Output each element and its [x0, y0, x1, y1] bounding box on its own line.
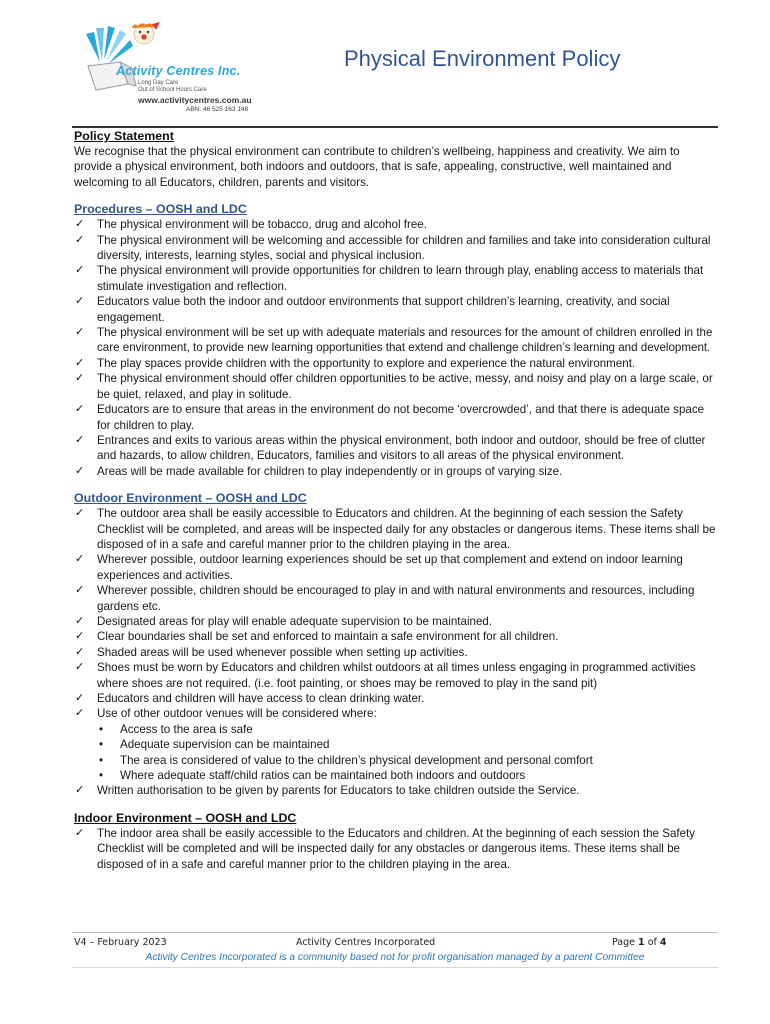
document-title: Physical Environment Policy — [344, 46, 621, 71]
outdoor-heading: Outdoor Environment – OOSH and LDC — [74, 491, 307, 506]
check-icon: ✓ — [75, 826, 85, 839]
sub-list-item — [97, 722, 720, 737]
list-item-text: The physical environment will be set up with adequate materials and resources for the amount of children enrolled in the care environment, to provide new learning opportunities that extend and challenge children’s learning and development. — [97, 326, 713, 355]
check-icon: ✓ — [75, 233, 85, 246]
check-icon: ✓ — [75, 784, 85, 797]
check-icon: ✓ — [75, 464, 85, 477]
list-item-text: Areas will be made available for children to play independently or in groups of varying size. — [97, 464, 563, 478]
list-item-text: Designated areas for play will enable adequate supervision to be maintained. — [97, 614, 493, 628]
check-icon: ✓ — [75, 661, 85, 674]
list-item-text: Shaded areas will be used whenever possible when setting up activities. — [97, 645, 468, 659]
list-item — [74, 645, 720, 660]
footer-version: V4 – February 2023 — [74, 937, 167, 948]
sub-list-item-text: Where adequate staff/child ratios can be maintained both indoors and outdoors — [120, 769, 526, 783]
logo-sub-line-2: Out of School Hours Care — [138, 86, 207, 93]
list-item — [74, 371, 720, 402]
check-icon: ✓ — [75, 356, 85, 369]
outdoor-venue-sublist — [97, 722, 720, 784]
list-item-text: Educators are to ensure that areas in the environment do not become ‘overcrowded’, and that there is adequate space for children to play. — [97, 403, 705, 432]
check-icon: ✓ — [75, 264, 85, 277]
company-logo — [80, 22, 270, 114]
list-item-text: The outdoor area shall be easily accessible to Educators and children. At the beginning of each session the Safety Checklist will be completed, and areas will be inspected daily for any obstacles or dangerous items. These items shall be disposed of in a safe and careful manner prior to the children playing in the area. — [97, 507, 716, 551]
list-item — [74, 706, 720, 783]
list-item — [74, 217, 720, 232]
logo-sub-line-1: Long Day Care — [138, 80, 179, 86]
list-item — [74, 464, 720, 479]
list-item-text: Wherever possible, outdoor learning experiences should be set up that complement and extend on indoor learning experiences and activities. — [97, 553, 683, 582]
page-current: 1 — [638, 937, 645, 948]
list-item — [74, 433, 720, 464]
list-item — [74, 660, 720, 691]
check-icon: ✓ — [75, 403, 85, 416]
list-item-text: The physical environment should offer children opportunities to be active, messy, and noisy and play on a large scale, or be quiet, relaxed, and play in solitude. — [97, 372, 713, 401]
list-item-text: The indoor area shall be easily accessible to the Educators and children. At the beginning of each session the Safety Checklist will be completed and will be inspected daily for any obstacles or dangerous items. These items shall be disposed of in a safe and careful manner prior to the children playing in the area. — [97, 826, 696, 871]
logo-url: www.activitycentres.com.au — [138, 95, 252, 105]
footer-organisation: Activity Centres Incorporated — [296, 937, 436, 948]
check-icon: ✓ — [75, 707, 85, 720]
procedures-heading: Procedures – OOSH and LDC — [74, 202, 247, 217]
check-icon: ✓ — [75, 584, 85, 597]
list-item — [74, 294, 720, 325]
check-icon: ✓ — [75, 614, 85, 627]
list-item-text: Use of other outdoor venues will be considered where: — [97, 707, 377, 721]
list-item-text: Clear boundaries shall be set and enforced to maintain a safe environment for all children. — [97, 630, 559, 644]
procedures-list — [74, 217, 720, 479]
logo-name: Activity Centres Inc. — [116, 64, 241, 78]
footer-divider — [72, 932, 718, 933]
list-item-text: Educators value both the indoor and outdoor environments that support children’s learning, creativity, and social engagement. — [97, 295, 670, 324]
check-icon: ✓ — [75, 218, 85, 231]
list-item-text: The physical environment will provide opportunities for children to learn through play, enabling access to materials that stimulate investigation and reflection. — [97, 264, 704, 293]
outdoor-list — [74, 506, 720, 799]
check-icon: ✓ — [75, 372, 85, 385]
page-of: of — [647, 937, 657, 948]
check-icon: ✓ — [75, 507, 85, 520]
footer-tagline: Activity Centres Incorporated is a community based not for profit organisation managed by a parent Committee — [145, 952, 645, 963]
dot-icon: • — [99, 753, 104, 767]
sub-list-item — [97, 753, 720, 768]
page-total: 4 — [659, 937, 667, 948]
sub-list-item — [97, 737, 720, 752]
dot-icon: • — [99, 722, 104, 736]
list-item-text: Shoes must be worn by Educators and children whilst outdoors at all times unless engaging in programmed activities where shoes are not required. (i.e. foot painting, or shoes may be removed to play in the sand pit) — [97, 661, 696, 690]
check-icon: ✓ — [75, 295, 85, 308]
check-icon: ✓ — [75, 645, 85, 658]
check-icon: ✓ — [75, 630, 85, 643]
sub-list-item-text: Adequate supervision can be maintained — [120, 738, 330, 752]
check-icon: ✓ — [75, 692, 85, 704]
list-item — [74, 552, 720, 583]
list-item — [74, 506, 720, 552]
list-item-text: The play spaces provide children with the opportunity to explore and experience the natural environment. — [97, 356, 636, 370]
list-item — [74, 826, 720, 872]
list-item — [74, 402, 720, 433]
list-item — [74, 233, 720, 264]
dot-icon: • — [99, 738, 104, 752]
list-item — [74, 629, 720, 644]
footer-page-number — [612, 937, 667, 948]
header-divider — [72, 126, 718, 128]
list-item — [74, 691, 720, 706]
document-body — [74, 129, 720, 884]
footer-bottom-divider — [72, 967, 718, 968]
list-item-text: Wherever possible, children should be encouraged to play in and with natural environments and resources, including gardens etc. — [97, 584, 695, 613]
list-item — [74, 263, 720, 294]
indoor-list — [74, 826, 720, 872]
list-item — [74, 325, 720, 356]
list-item — [74, 583, 720, 614]
list-item-text: The physical environment will be welcoming and accessible for children and families and take into consideration cultural diversity, interests, learning styles, social and physical inclusion. — [97, 233, 711, 263]
policy-statement-text: We recognise that the physical environment can contribute to children’s wellbeing, happiness and creativity. We aim to provide a physical environment, both indoors and outdoors, that is safe, appealing, constructive, well maintained and welcoming to all Educators, children, parents and visitors. — [74, 145, 680, 189]
logo-subtitle — [138, 80, 207, 93]
list-item-text: The physical environment will be tobacco, drug and alcohol free. — [97, 218, 427, 232]
dot-icon: • — [99, 769, 104, 783]
indoor-heading: Indoor Environment – OOSH and LDC — [74, 810, 297, 825]
sub-list-item — [97, 768, 720, 783]
logo-abn: ABN: 46 525 163 148 — [186, 106, 249, 113]
list-item — [74, 614, 720, 629]
sub-list-item-text: Access to the area is safe — [120, 722, 253, 736]
list-item — [74, 356, 720, 371]
check-icon: ✓ — [75, 433, 85, 446]
list-item-text: Entrances and exits to various areas within the physical environment, both indoor and outdoor, should be free of clutter and hazards, to allow children, Educators, families and visitors to all areas of the physical environment. — [97, 433, 706, 463]
check-icon: ✓ — [75, 553, 85, 566]
policy-statement-heading: Policy Statement — [74, 129, 174, 143]
check-icon: ✓ — [75, 326, 85, 339]
list-item-text: Educators and children will have access to clean drinking water. — [97, 692, 425, 705]
list-item-text: Written authorisation to be given by parents for Educators to take children outside the Service. — [97, 784, 580, 798]
sub-list-item-text: The area is considered of value to the children’s physical development and personal comfort — [120, 753, 593, 767]
list-item — [74, 783, 720, 798]
page-label: Page — [612, 937, 635, 948]
